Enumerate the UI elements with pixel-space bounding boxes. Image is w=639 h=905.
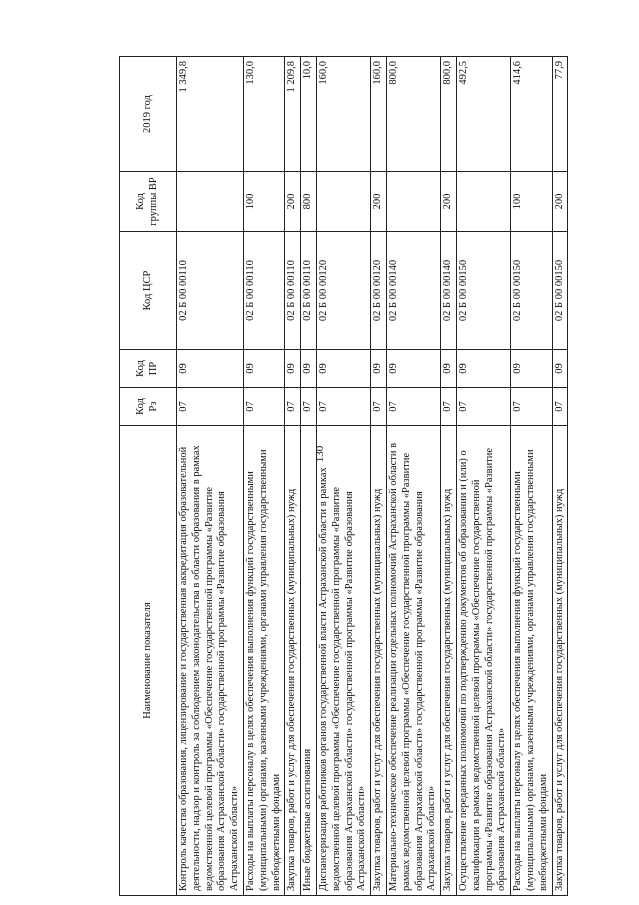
row-rz-cell: 07: [243, 388, 284, 426]
row-pr-cell: 09: [285, 350, 301, 388]
row-name-cell: Закупка товаров, работ и услуг для обеспечения государственных (муниципальных) нужд: [552, 426, 568, 896]
row-name-cell: Закупка товаров, работ и услуг для обеспечения государственных (муниципальных) нужд: [285, 426, 301, 896]
row-pr-cell: 09: [456, 350, 510, 388]
table-row: [177, 57, 244, 896]
row-rz-cell: 07: [511, 388, 552, 426]
row-rz-cell: 07: [301, 388, 317, 426]
row-pr-cell: 09: [243, 350, 284, 388]
table-row: [301, 57, 317, 896]
row-csr-cell: 02 Б 00 00120: [371, 232, 387, 350]
table-row: [552, 57, 568, 896]
table-row: [511, 57, 552, 896]
row-pr-cell: 09: [316, 350, 370, 388]
row-value-cell: 160,0: [316, 57, 370, 172]
row-value-cell: 800,0: [386, 57, 440, 172]
row-csr-cell: 02 Б 00 00150: [456, 232, 510, 350]
row-value-cell: 1 209,8: [285, 57, 301, 172]
table-header-row: [120, 57, 177, 896]
header-name: Наименование показателя: [120, 426, 177, 896]
row-name-cell: Материально-техническое обеспечение реализации отдельных полномочий Астраханской области в рамках ведомственной целевой программы «Обеспечение государственной программы «Развитие образования Астраханской области» государственной программы «Развитие образования Астраханской области»: [386, 426, 440, 896]
row-vr-cell: [177, 172, 244, 232]
row-name-cell: Закупка товаров, работ и услуг для обеспечения государственных (муниципальных) нужд: [371, 426, 387, 896]
row-vr-cell: [386, 172, 440, 232]
row-rz-cell: 07: [316, 388, 370, 426]
header-vr: Код группы ВР: [120, 172, 177, 232]
header-year: 2019 год: [120, 57, 177, 172]
row-name-cell: Закупка товаров, работ и услуг для обеспечения государственных (муниципальных) нужд: [441, 426, 457, 896]
row-csr-cell: 02 Б 00 00120: [316, 232, 370, 350]
row-name-cell: Контроль качества образования, лицензирование и государственная аккредитация образовательной деятельности, надзор и контроль за соблюдением законодательства в области образования в рамках ведомственной целевой программы «Обеспечение государственной программы «Развитие образования Астраханской области» государственной программы «Развитие образования Астраханской области»: [177, 426, 244, 896]
row-value-cell: 1 349,8: [177, 57, 244, 172]
budget-table: [119, 56, 568, 896]
row-value-cell: 800,0: [441, 57, 457, 172]
row-csr-cell: 02 Б 00 00140: [386, 232, 440, 350]
row-vr-cell: 200: [552, 172, 568, 232]
row-vr-cell: 200: [285, 172, 301, 232]
row-csr-cell: 02 Б 00 00140: [441, 232, 457, 350]
row-rz-cell: 07: [386, 388, 440, 426]
row-value-cell: 77,9: [552, 57, 568, 172]
row-pr-cell: 09: [441, 350, 457, 388]
row-rz-cell: 07: [456, 388, 510, 426]
header-csr: Код ЦСР: [120, 232, 177, 350]
header-rz: Код Рз: [120, 388, 177, 426]
row-name-cell: Иные бюджетные ассигнования: [301, 426, 317, 896]
page-number: 130: [314, 445, 326, 463]
row-csr-cell: 02 Б 00 00110: [243, 232, 284, 350]
table-row: [243, 57, 284, 896]
row-rz-cell: 07: [177, 388, 244, 426]
row-pr-cell: 09: [371, 350, 387, 388]
row-name-cell: Осуществление переданных полномочий по подтверждению документов об образовании и (или) о квалификации в рамках ведомственной целевой программы «Обеспечение государственной программы «Развитие образования Астраханской области» государственной программы «Развитие образования Астраханской области»: [456, 426, 510, 896]
row-name-cell: Расходы на выплаты персоналу в целях обеспечения выполнения функций государственными (муниципальными) органами, казенными учреждениями, органами управления государственными внебюджетными фондами: [511, 426, 552, 896]
rotated-table-container: [119, 57, 568, 896]
row-pr-cell: 09: [177, 350, 244, 388]
row-value-cell: 10,0: [301, 57, 317, 172]
row-vr-cell: 100: [243, 172, 284, 232]
row-rz-cell: 07: [285, 388, 301, 426]
table-row: [285, 57, 301, 896]
row-pr-cell: 09: [301, 350, 317, 388]
row-rz-cell: 07: [371, 388, 387, 426]
row-name-cell: Диспансеризация работников органов государственной власти Астраханской области в рамках ведомственной целевой программы «Обеспечение государственной программы «Развитие образования Астраханской области» государственной программы «Развитие образования Астраханской области»: [316, 426, 370, 896]
row-rz-cell: 07: [552, 388, 568, 426]
row-vr-cell: 200: [441, 172, 457, 232]
row-rz-cell: 07: [441, 388, 457, 426]
table-row: [456, 57, 510, 896]
row-name-cell: Расходы на выплаты персоналу в целях обеспечения выполнения функций государственными (муниципальными) органами, казенными учреждениями, органами управления государственными внебюджетными фондами: [243, 426, 284, 896]
table-row: [441, 57, 457, 896]
row-csr-cell: 02 Б 00 00110: [285, 232, 301, 350]
row-vr-cell: 100: [511, 172, 552, 232]
row-value-cell: 130,0: [243, 57, 284, 172]
table-row: [371, 57, 387, 896]
row-csr-cell: 02 Б 00 00110: [177, 232, 244, 350]
row-pr-cell: 09: [511, 350, 552, 388]
header-pr: Код ПР: [120, 350, 177, 388]
row-pr-cell: 09: [552, 350, 568, 388]
table-row: [386, 57, 440, 896]
row-value-cell: 414,6: [511, 57, 552, 172]
row-value-cell: 160,0: [371, 57, 387, 172]
row-vr-cell: 800: [301, 172, 317, 232]
row-pr-cell: 09: [386, 350, 440, 388]
row-value-cell: 492,5: [456, 57, 510, 172]
row-vr-cell: [456, 172, 510, 232]
row-csr-cell: 02 Б 00 00150: [552, 232, 568, 350]
table-body: [177, 57, 568, 896]
table-row: [316, 57, 370, 896]
row-vr-cell: [316, 172, 370, 232]
row-vr-cell: 200: [371, 172, 387, 232]
row-csr-cell: 02 Б 00 00150: [511, 232, 552, 350]
row-csr-cell: 02 Б 00 00110: [301, 232, 317, 350]
